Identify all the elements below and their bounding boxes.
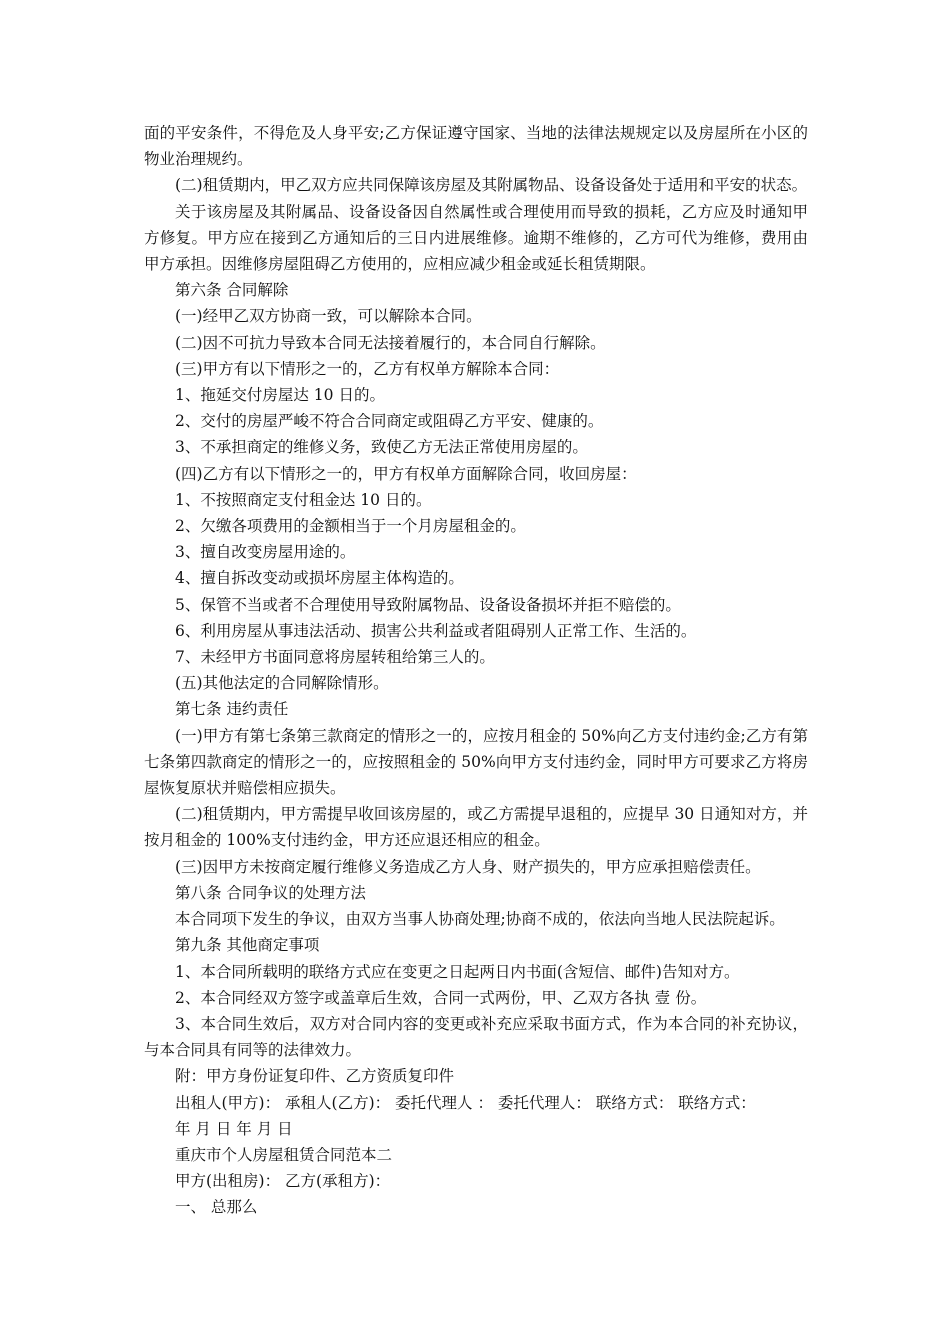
section-heading: 第七条 违约责任 xyxy=(175,700,289,719)
section-heading: 第六条 合同解除 xyxy=(175,281,289,300)
document-body xyxy=(144,120,808,1221)
list-item: 7、未经甲方书面同意将房屋转租给第三人的。 xyxy=(175,648,495,667)
paragraph: (三)甲方有以下情形之一的，乙方有权单方解除本合同： xyxy=(175,359,560,378)
attachment-note: 附：甲方身份证复印件、乙方资质复印件 xyxy=(175,1067,455,1086)
list-item: 1、本合同所载明的联络方式应在变更之日起两日内书面(含短信、邮件)告知对方。 xyxy=(175,962,740,981)
paragraph: 关于该房屋及其附属品、设备设备因自然属性或合理使用而导致的损耗，乙方应及时通知甲方修复。甲方应在接到乙方通知后的三日内进展维修。逾期不维修的，乙方可代为维修，费用由甲方承担。因维修房屋阻碍乙方使用的，应相应减少租金或延长租赁期限。 xyxy=(144,202,808,274)
list-item: 1、拖延交付房屋达 10 日的。 xyxy=(175,386,385,405)
paragraph: (五)其他法定的合同解除情形。 xyxy=(175,674,389,693)
list-item: 4、擅自拆改变动或损坏房屋主体构造的。 xyxy=(175,569,464,588)
paragraph: (二)租赁期内，甲方需提早收回该房屋的，或乙方需提早退租的，应提早 30 日通知对方，并按月租金的 100%支付违约金，甲方还应退还相应的租金。 xyxy=(144,805,808,850)
list-item: 6、利用房屋从事违法活动、损害公共利益或者阻碍别人正常工作、生活的。 xyxy=(175,621,697,640)
parties-line: 甲方(出租房)： 乙方(承租方)： xyxy=(175,1172,391,1191)
paragraph: (四)乙方有以下情形之一的，甲方有权单方面解除合同，收回房屋： xyxy=(175,464,637,483)
paragraph: (一)经甲乙双方协商一致，可以解除本合同。 xyxy=(175,307,482,326)
section-heading: 第八条 合同争议的处理方法 xyxy=(175,883,366,902)
paragraph: (二)因不可抗力导致本合同无法接着履行的，本合同自行解除。 xyxy=(175,333,606,352)
list-item: 2、本合同经双方签字或盖章后生效，合同一式两份，甲、乙双方各执 壹 份。 xyxy=(175,988,707,1007)
section-heading: 第九条 其他商定事项 xyxy=(175,936,320,955)
list-item: 1、不按照商定支付租金达 10 日的。 xyxy=(175,490,432,509)
paragraph: (一)甲方有第七条第三款商定的情形之一的，应按月租金的 50%向乙方支付违约金;乙方有第七条第四款商定的情形之一的，应按照租金的 50%向甲方支付违约金，同时甲方可要求乙方将房屋恢复原状并赔偿相应损失。 xyxy=(144,726,808,798)
list-item: 5、保管不当或者不合理使用导致附属物品、设备设备损坏并拒不赔偿的。 xyxy=(175,595,681,614)
date-line: 年 月 日 年 月 日 xyxy=(175,1119,293,1138)
section-heading: 一、 总那么 xyxy=(175,1198,258,1217)
list-item: 3、擅自改变房屋用途的。 xyxy=(175,543,356,562)
list-item: 3、不承担商定的维修义务，致使乙方无法正常使用房屋的。 xyxy=(175,438,588,457)
paragraph: 本合同项下发生的争议，由双方当事人协商处理;协商不成的，依法向当地人民法院起诉。 xyxy=(175,910,785,929)
list-item: 2、欠缴各项费用的金额相当于一个月房屋租金的。 xyxy=(175,517,526,536)
paragraph: (三)因甲方未按商定履行维修义务造成乙方人身、财产损失的，甲方应承担赔偿责任。 xyxy=(175,857,761,876)
list-item: 3、本合同生效后，双方对合同内容的变更或补充应采取书面方式，作为本合同的补充协议，与本合同具有同等的法律效力。 xyxy=(144,1014,808,1060)
paragraph: (二)租赁期内，甲乙双方应共同保障该房屋及其附属物品、设备设备处于适用和平安的状态。 xyxy=(175,176,808,195)
list-item: 2、交付的房屋严峻不符合合同商定或阻碍乙方平安、健康的。 xyxy=(175,412,604,431)
signature-line: 出租人(甲方)： 承租人(乙方)： 委托代理人 ： 委托代理人： 联络方式： 联络方式： xyxy=(175,1093,756,1112)
document-title: 重庆市个人房屋租赁合同范本二 xyxy=(175,1145,393,1164)
paragraph: 面的平安条件，不得危及人身平安;乙方保证遵守国家、当地的法律法规规定以及房屋所在小区的物业治理规约。 xyxy=(144,124,808,169)
